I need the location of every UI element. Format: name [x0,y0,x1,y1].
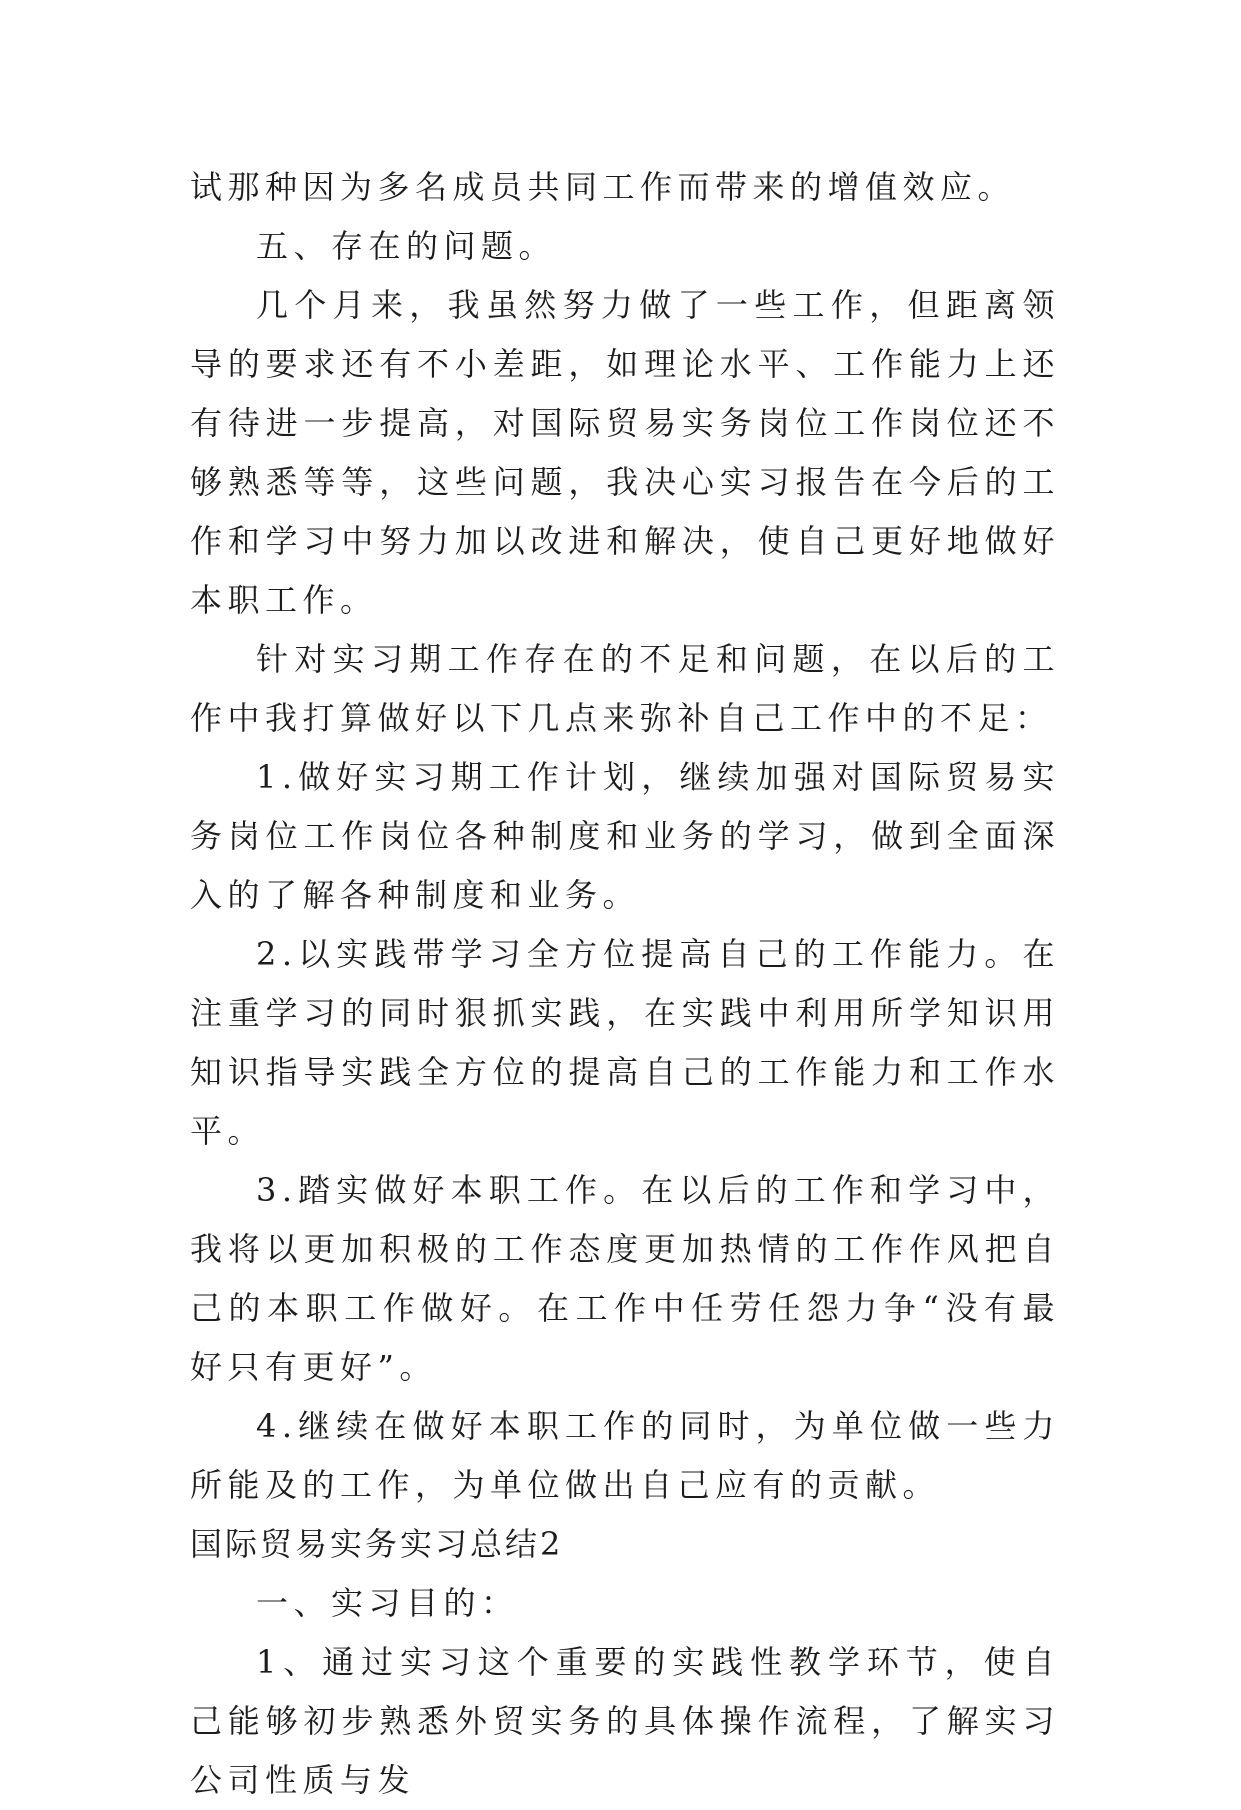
document-body [190,158,1060,1810]
section-title-summary-2: 国际贸易实务实习总结2 [190,1525,564,1563]
list-item-plan-3: 3.踏实做好本职工作。在以后的工作和学习中，我将以更加积极的工作态度更加热情的工作作风把自己的本职工作做好。在工作中任劳任怨力争“没有最好只有更好”。 [190,1171,1060,1386]
paragraph-purpose-1: 1、通过实习这个重要的实践性教学环节，使自己能够初步熟悉外贸实务的具体操作流程，了解实习公司性质与发 [190,1643,1060,1799]
list-item-plan-1: 1.做好实习期工作计划，继续加强对国际贸易实务岗位工作岗位各种制度和业务的学习，做到全面深入的了解各种制度和业务。 [190,758,1060,914]
list-item-plan-4: 4.继续在做好本职工作的同时，为单位做一些力所能及的工作，为单位做出自己应有的贡献。 [190,1407,1060,1504]
heading-existing-problems: 五、存在的问题。 [256,227,557,265]
paragraph-plan-intro: 针对实习期工作存在的不足和问题，在以后的工作中我打算做好以下几点来弥补自己工作中的不足： [190,640,1060,737]
paragraph-continuation: 试那种因为多名成员共同工作而带来的增值效应。 [190,168,1016,206]
list-item-plan-2: 2.以实践带学习全方位提高自己的工作能力。在注重学习的同时狠抓实践，在实践中利用所学知识用知识指导实践全方位的提高自己的工作能力和工作水平。 [190,935,1060,1150]
paragraph-problems: 几个月来，我虽然努力做了一些工作，但距离领导的要求还有不小差距，如理论水平、工作能力上还有待进一步提高，对国际贸易实务岗位工作岗位还不够熟悉等等，这些问题，我决心实习报告在今后的工作和学习中努力加以改进和解决，使自己更好地做好本职工作。 [190,286,1060,619]
heading-internship-purpose: 一、实习目的： [256,1584,519,1622]
